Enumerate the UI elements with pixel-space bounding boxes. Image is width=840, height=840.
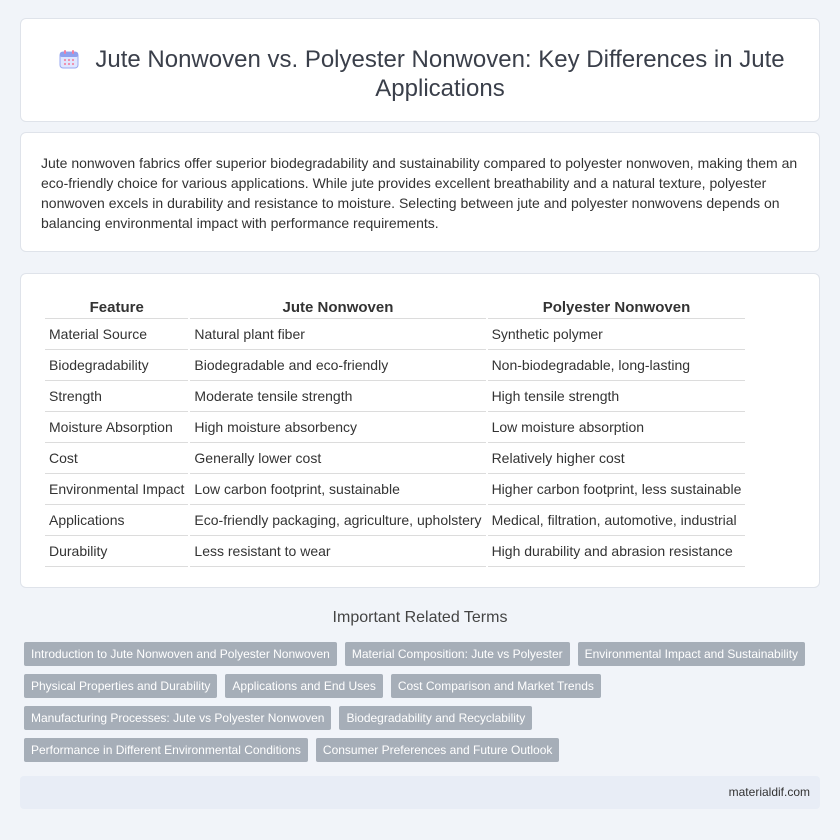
table-row: [45, 319, 745, 350]
related-term-tag[interactable]: Environmental Impact and Sustainability: [578, 642, 805, 666]
related-terms-heading: Important Related Terms: [332, 609, 508, 626]
table-cell: Low carbon footprint, sustainable: [190, 474, 485, 505]
page-title: Jute Nonwoven vs. Polyester Nonwoven: Key Differences in Jute Applications: [95, 46, 785, 102]
related-terms-row: [24, 642, 805, 666]
table-cell: Natural plant fiber: [190, 319, 485, 350]
table-row: [45, 505, 745, 536]
intro-card: [20, 132, 820, 252]
related-term-tag[interactable]: Consumer Preferences and Future Outlook: [316, 738, 559, 762]
table-cell: Non-biodegradable, long-lasting: [488, 350, 746, 381]
table-cell: Biodegradable and eco-friendly: [190, 350, 485, 381]
table-cell: Moderate tensile strength: [190, 381, 485, 412]
table-cell: Applications: [45, 505, 188, 536]
related-term-tag[interactable]: Biodegradability and Recyclability: [339, 706, 532, 730]
table-cell: Generally lower cost: [190, 443, 485, 474]
related-term-tag[interactable]: Performance in Different Environmental Conditions: [24, 738, 308, 762]
table-cell: High tensile strength: [488, 381, 746, 412]
table-cell: Medical, filtration, automotive, industrial: [488, 505, 746, 536]
table-row: [45, 474, 745, 505]
table-cell: Moisture Absorption: [45, 412, 188, 443]
table-row: [45, 536, 745, 567]
column-header-polyester: Polyester Nonwoven: [488, 296, 746, 319]
table-cell: Relatively higher cost: [488, 443, 746, 474]
related-term-tag[interactable]: Cost Comparison and Market Trends: [391, 674, 601, 698]
footer-site-link[interactable]: materialdif.com: [728, 785, 810, 799]
table-cell: Higher carbon footprint, less sustainable: [488, 474, 746, 505]
related-term-tag[interactable]: Applications and End Uses: [225, 674, 382, 698]
related-term-tag[interactable]: Material Composition: Jute vs Polyester: [345, 642, 570, 666]
footer: [20, 776, 820, 809]
intro-paragraph: Jute nonwoven fabrics offer superior biodegradability and sustainability compared to polyester nonwoven, making them an eco-friendly choice for various applications. While jute provides excellent breathability and a natural texture, polyester nonwoven excels in durability and resistance to moisture. Selecting between jute and polyester nonwovens depends on balancing environmental impact with performance requirements.: [41, 155, 798, 231]
related-terms-row: [24, 674, 601, 698]
related-term-tag[interactable]: Introduction to Jute Nonwoven and Polyester Nonwoven: [24, 642, 337, 666]
table-cell: Eco-friendly packaging, agriculture, upholstery: [190, 505, 485, 536]
calendar-icon: [59, 49, 79, 69]
table-cell: Cost: [45, 443, 188, 474]
table-cell: Low moisture absorption: [488, 412, 746, 443]
table-cell: Durability: [45, 536, 188, 567]
related-terms-row: [24, 738, 559, 762]
related-term-tag[interactable]: Manufacturing Processes: Jute vs Polyester Nonwoven: [24, 706, 331, 730]
table-cell: Less resistant to wear: [190, 536, 485, 567]
comparison-card: [20, 273, 820, 588]
table-row: [45, 381, 745, 412]
related-terms-row: [24, 706, 532, 730]
table-row: [45, 350, 745, 381]
table-header-row: [45, 296, 745, 319]
table-cell: Synthetic polymer: [488, 319, 746, 350]
title-card: [20, 18, 820, 122]
table-cell: Material Source: [45, 319, 188, 350]
table-cell: High durability and abrasion resistance: [488, 536, 746, 567]
comparison-table: [43, 296, 747, 567]
column-header-jute: Jute Nonwoven: [190, 296, 485, 319]
table-cell: Biodegradability: [45, 350, 188, 381]
table-row: [45, 412, 745, 443]
related-term-tag[interactable]: Physical Properties and Durability: [24, 674, 217, 698]
column-header-feature: Feature: [45, 296, 188, 319]
table-cell: High moisture absorbency: [190, 412, 485, 443]
table-cell: Environmental Impact: [45, 474, 188, 505]
table-cell: Strength: [45, 381, 188, 412]
table-row: [45, 443, 745, 474]
